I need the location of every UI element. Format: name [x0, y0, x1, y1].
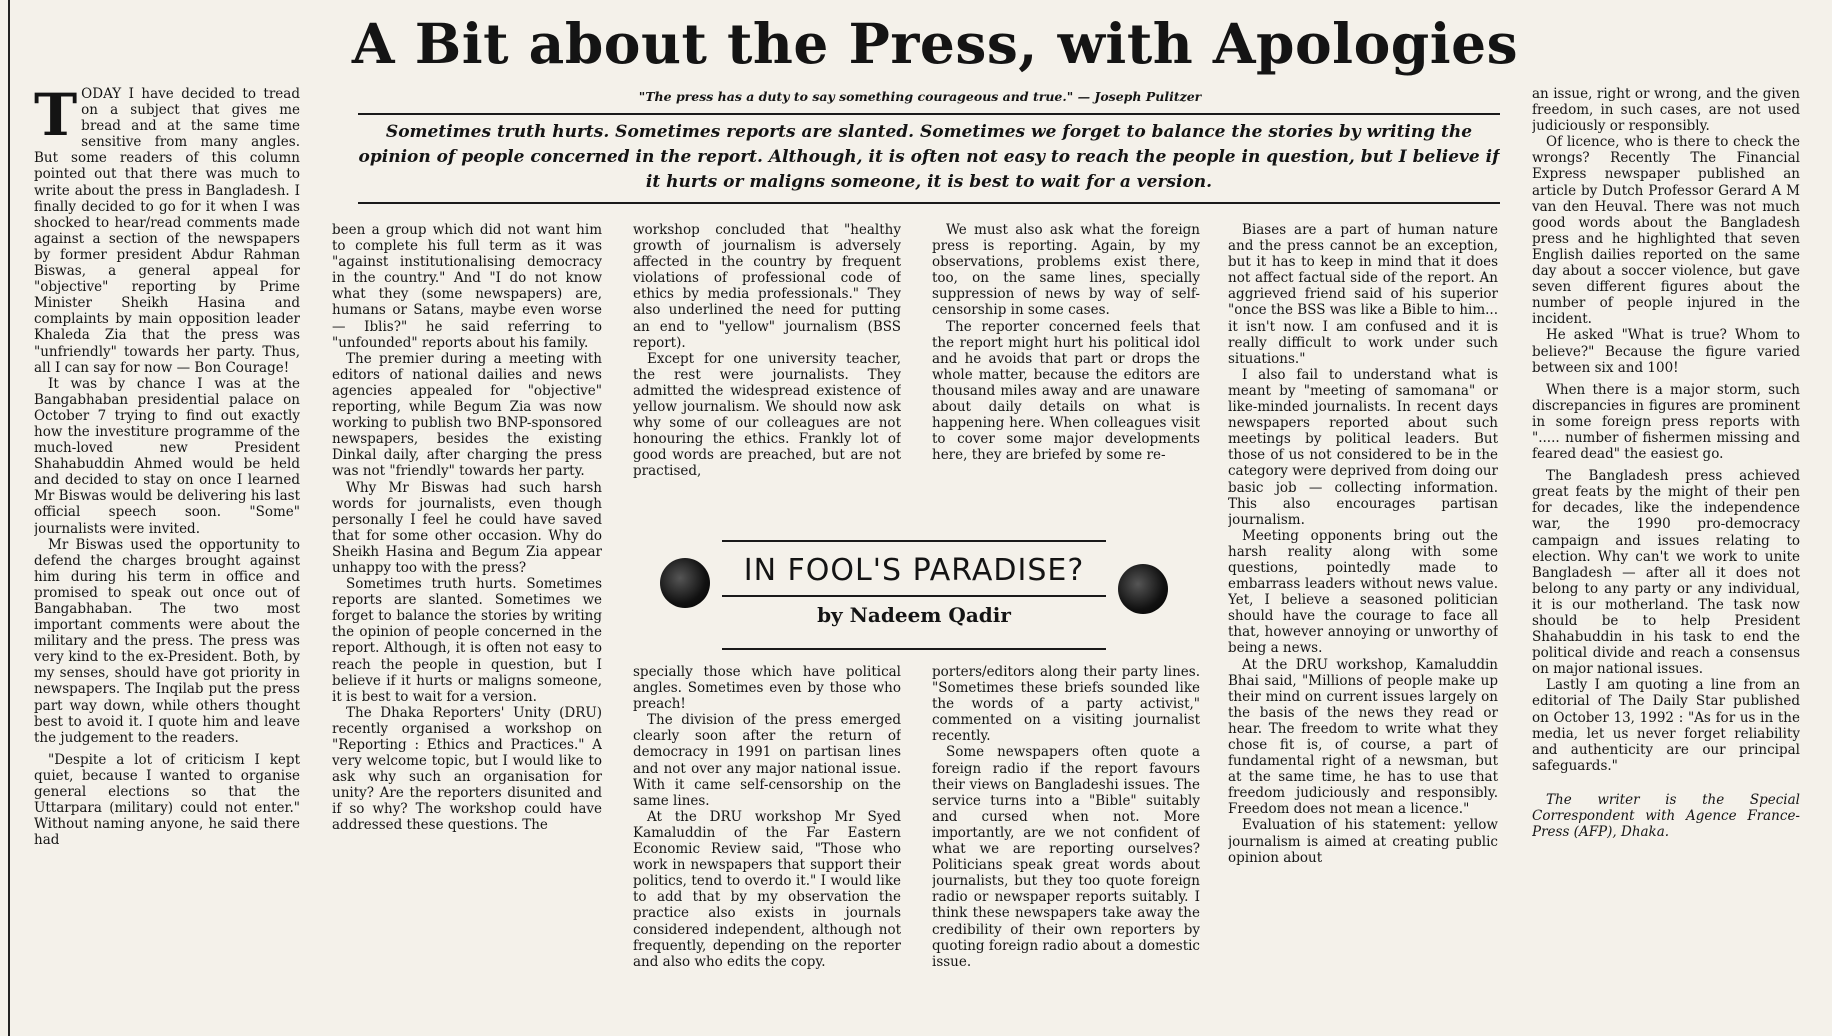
- text-column-1: [34, 86, 300, 1031]
- left-ball-ornament: [660, 558, 710, 608]
- deck-bottom-rule: [358, 202, 1500, 204]
- deck-top-rule: [358, 113, 1500, 115]
- paragraph: an issue, right or wrong, and the given freedom, in such cases, are not used judiciously or responsibly.: [1532, 86, 1800, 135]
- column-logo: [660, 540, 1170, 655]
- article-headline: A Bit about the Press, with Apologies: [351, 11, 1519, 76]
- column-title: IN FOOL'S PARADISE?: [743, 553, 1085, 588]
- paragraph: At the DRU workshop, Kamaluddin Bhai said, "Millions of people make up their mind on current issues largely on the basis of the news they read or hear. The freedom to write what they chose fit is, of course, a part of fundamental right of a newsman, but at the same time, he has to use that freedom judiciously and responsibly. Freedom does not mean a licence.": [1228, 656, 1498, 818]
- paragraph: Lastly I am quoting a line from an editorial of The Daily Star published on October 13, 1992 : "As for us in the media, let us never forget reliability and authenticity are our principal safeguards.": [1532, 677, 1800, 774]
- paragraph: [34, 86, 300, 376]
- text-column-3-bottom: [633, 664, 901, 1032]
- paragraph: Sometimes truth hurts. Sometimes reports are slanted. Sometimes we forget to balance the stories by writing the opinion of people concerned in the report. Although, it is often not easy to reach the people in question, but I believe if it hurts or maligns someone, it is best to wait for a version.: [332, 576, 602, 705]
- paragraph: porters/editors along their party lines. "Sometimes these briefs sounded like the words of a party activist," commented on a visiting journalist recently.: [932, 664, 1200, 745]
- paragraph: The division of the press emerged clearly soon after the return of democracy in 1991 on partisan lines and not over any major national issue. With it came self-censorship on the same lines.: [633, 712, 901, 809]
- paragraph: Some newspapers often quote a foreign radio if the report favours their views on Bangladeshi issues. The service turns into a "Bible" suitably and cursed when not. More importantly, are we not confident of what we are reporting ourselves? Politicians speak great words about journalists, but they too quote foreign radio or newspaper reports suitably. I think these newspapers take away the credibility of their own reporters by quoting foreign radio about a domestic issue.: [932, 744, 1200, 970]
- paragraph: He asked "What is true? Whom to believe?" Because the figure varied between six and 100!: [1532, 327, 1800, 376]
- paragraph: Why Mr Biswas had such harsh words for journalists, even though personally I feel he could have saved that for some other occasion. Why do Sheikh Hasina and Begum Zia appear unhappy too with the press?: [332, 479, 602, 576]
- text-column-3-top: [633, 222, 901, 532]
- paragraph: "Despite a lot of criticism I kept quiet, because I wanted to organise general elections so that the Uttarpara (military) could not enter." Without naming anyone, he said there had: [34, 751, 300, 849]
- logo-middle-rule: [722, 595, 1106, 597]
- text-column-4-bottom: [932, 664, 1200, 1032]
- paragraph: workshop concluded that "healthy growth of journalism is adversely affected in the country by frequent violations of professional code of ethics by media professionals." They also underlined the need for putting an end to "yellow" journalism (BSS report).: [633, 222, 901, 351]
- paragraph: Meeting opponents bring out the harsh reality along with some questions, pointedly made to embarrass leaders without news value. Yet, I believe a seasoned politician should have the courage to face all that, however annoying or unworthy of being a news.: [1228, 527, 1498, 657]
- paragraph: I also fail to understand what is meant by "meeting of samomana" or like-minded journalists. In recent days newspapers reported about such meetings by political leaders. But those of us not considered to be in the category were deprived from doing our basic job — collecting information. This also encourages partisan journalism.: [1228, 366, 1498, 528]
- page-edge-rule: [8, 0, 10, 1036]
- paragraph: The Dhaka Reporters' Unity (DRU) recently organised a workshop on "Reporting : Ethics and Practices." A very welcome topic, but I would like to ask why such an organisation for unity? Are the reporters disunited and if so why? The workshop could have addressed these questions. The: [332, 704, 602, 834]
- paragraph: The Bangladesh press achieved great feats by the might of their pen for decades, like the independence war, the 1990 pro-democracy campaign and issues relating to election. Why can't we work to unite Bangladesh — after all it does not belong to any party or any individual, it is our motherland. The task now should be to help President Shahabuddin in his task to end the political divide and reach a consensus on major national issues.: [1532, 468, 1800, 678]
- paragraph: specially those which have political angles. Sometimes even by those who preach!: [633, 664, 901, 713]
- paragraph: Biases are a part of human nature and the press cannot be an exception, but it has to keep in mind that it does not affect factual side of the report. An aggrieved friend said of his superior "once the BSS was like a Bible to him... it isn't now. I am confused and it is really difficult to work under such situations.": [1228, 222, 1498, 367]
- paragraph: The reporter concerned feels that the report might hurt his political idol and he avoids that part or drops the whole matter, because the editors are thousand miles away and are unaware about daily details on what is happening here. When colleagues visit to cover some major developments here, they are briefed by some re-: [932, 318, 1200, 464]
- logo-bottom-rule: [722, 648, 1106, 650]
- paragraph: We must also ask what the foreign press is reporting. Again, by my observations, problems exist there, too, on the same lines, specially suppression of news by way of self-censorship in some cases.: [932, 222, 1200, 319]
- text-column-6: [1532, 86, 1800, 1031]
- pulitzer-quote: "The press has a duty to say something courageous and true." — Joseph Pulitzer: [638, 89, 1202, 104]
- paragraph: been a group which did not want him to complete his full term as it was "against institutionalising democracy in the country." And "I do not know what they (some newspapers) are, humans or Satans, maybe even worse — Iblis?" he said referring to "unfounded" reports about his family.: [332, 222, 602, 351]
- paragraph: Except for one university teacher, the rest were journalists. They admitted the widespread existence of yellow journalism. We should now ask why some of our colleagues are not honouring the ethics. Frankly lot of good words are preached, but are not practised,: [633, 350, 901, 480]
- paragraph: Of licence, who is there to check the wrongs? Recently The Financial Express newspaper published an article by Dutch Professor Gerard A M van den Heuval. There was not much good words about the Bangladesh press and he highlighted that seven English dailies reported on the same day about a soccer violence, but gave seven different figures about the number of people injured in the incident.: [1532, 134, 1800, 328]
- author-credit: The writer is the Special Correspondent with Agence France-Press (AFP), Dhaka.: [1532, 791, 1800, 841]
- drop-cap: T: [34, 86, 78, 149]
- article-deck: Sometimes truth hurts. Sometimes reports are slanted. Sometimes we forget to balance the stories by writing the opinion of people concerned in the report. Although, it is often not easy to reach the people in question, but I believe if it hurts or maligns someone, it is best to wait for a version.: [358, 122, 1500, 192]
- logo-top-rule: [722, 540, 1106, 542]
- paragraph: When there is a major storm, such discrepancies in figures are prominent in some foreign press reports with "..... number of fishermen missing and feared dead" the easiest go.: [1532, 381, 1800, 463]
- paragraph: Mr Biswas used the opportunity to defend the charges brought against him during his term in office and promised to speak out once out of Bangabhaban. The two most important comments were about the military and the press. The press was very kind to the ex-President. Both, by my senses, should have got priority in newspapers. The Inqilab put the press part way down, while others thought best to avoid it. I quote him and leave the judgement to the readers.: [34, 536, 300, 746]
- text-column-2: [332, 222, 602, 1032]
- text-column-5: [1228, 222, 1498, 1032]
- paragraph-text: ODAY I have decided to tread on a subject that gives me bread and at the same time sensitive from many angles. But some readers of this column pointed out that there was much to write about the press in Bangladesh. I finally decided to go for it when I was shocked to hear/read comments made against a section of the newspapers by former president Abdur Rahman Biswas, a general appeal for "objective" reporting by Prime Minister Sheikh Hasina and complaints by main opposition leader Khaleda Zia that the press was "unfriendly" towards her party. Thus, all I can say for now — Bon Courage!: [34, 86, 300, 376]
- paragraph: The premier during a meeting with editors of national dailies and news agencies appealed for "objective" reporting, while Begum Zia was now working to publish two BNP-sponsored newspapers, besides the existing Dinkal daily, after charging the press was not "friendly" towards her party.: [332, 350, 602, 480]
- paragraph: At the DRU workshop Mr Syed Kamaluddin of the Far Eastern Economic Review said, "Those who work in newspapers that support their politics, tend to overdo it." I would like to add that by my observation the practice also exists in journals considered independent, although not frequently, depending on the reporter and also who edits the copy.: [633, 808, 901, 970]
- paragraph: It was by chance I was at the Bangabhaban presidential palace on October 7 trying to find out exactly how the investiture programme of the much-loved new President Shahabuddin Ahmed would be held and decided to stay on once I learned Mr Biswas would be delivering his last official speech soon. "Some" journalists were invited.: [34, 375, 300, 537]
- paragraph: Evaluation of his statement: yellow journalism is aimed at creating public opinion about: [1228, 817, 1498, 866]
- text-column-4-top: [932, 222, 1200, 532]
- author-byline: by Nadeem Qadir: [817, 603, 1011, 627]
- right-ball-ornament: [1118, 564, 1168, 614]
